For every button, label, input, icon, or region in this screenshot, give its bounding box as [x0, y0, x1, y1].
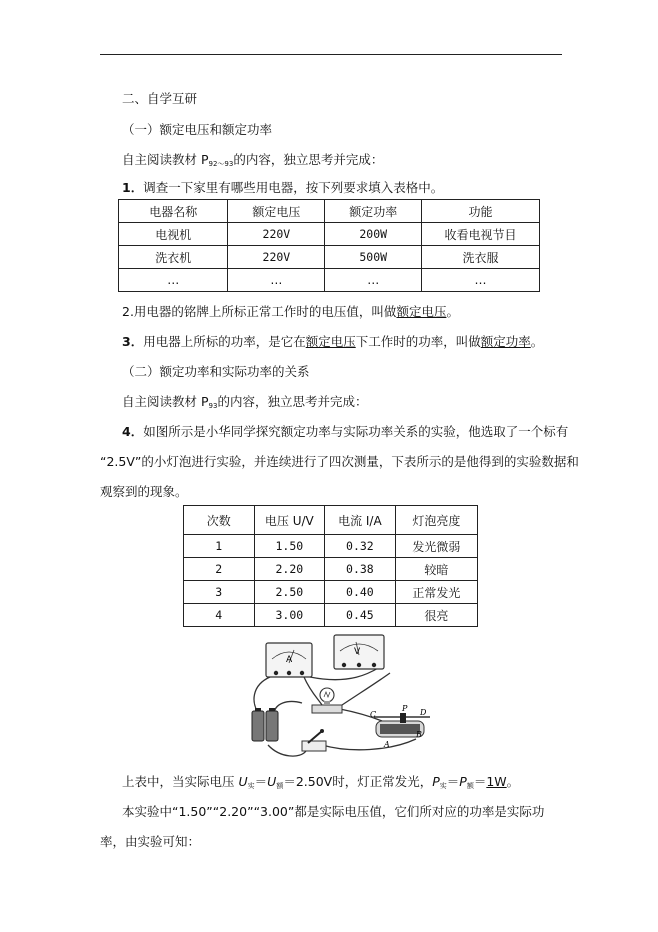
table-header-cell: 额定电压: [228, 200, 325, 223]
table-cell: 2.20: [254, 558, 325, 581]
wire: [322, 739, 416, 750]
ammeter: [266, 643, 312, 677]
label-p: P: [402, 704, 408, 713]
answer-blank: 额定电压: [305, 334, 356, 349]
voltmeter: [334, 635, 384, 669]
table-cell: 3: [184, 581, 255, 604]
table-row: [184, 604, 478, 627]
table-header-cell: 电器名称: [119, 200, 228, 223]
label-a: A: [384, 740, 390, 749]
table-cell: 0.32: [325, 535, 396, 558]
conclusion-line-1: 本实验中“1.50”“2.20”“3.00”都是实际电压值，它们所对应的功率是实际功: [122, 804, 545, 819]
table-cell: 洗衣服: [422, 246, 540, 269]
table-cell: 发光微弱: [395, 535, 477, 558]
table-cell: 1: [184, 535, 255, 558]
table-cell: 2.50: [254, 581, 325, 604]
table-row: [119, 246, 540, 269]
table-cell: 较暗: [395, 558, 477, 581]
table-header-row: [119, 200, 540, 223]
header-rule: [100, 54, 562, 55]
table-cell: 收看电视节目: [422, 223, 540, 246]
table-cell: …: [325, 269, 422, 292]
answer-blank: 额定电压: [396, 304, 447, 319]
table-cell: 2: [184, 558, 255, 581]
label-c: C: [370, 710, 377, 719]
answer-blank: 1W: [486, 774, 507, 789]
battery: [252, 708, 278, 741]
table-cell: 0.45: [325, 604, 396, 627]
table-cell: 0.38: [325, 558, 396, 581]
ammeter-label: A: [286, 655, 293, 665]
table-cell: 1.50: [254, 535, 325, 558]
table-cell: …: [119, 269, 228, 292]
question-1: 1．调查一下家里有哪些用电器，按下列要求填入表格中。: [122, 180, 444, 195]
label-d: D: [420, 708, 427, 717]
table-row: [119, 223, 540, 246]
rheostat: [370, 704, 430, 749]
subsection-relation: （二）额定功率和实际功率的关系: [122, 364, 310, 379]
appliance-table: [118, 199, 540, 292]
question-4-line-3: 观察到的现象。: [100, 484, 188, 499]
subsection-rated: （一）额定电压和额定功率: [122, 122, 273, 137]
question-4-line-2: “2.5V”的小灯泡进行实验，并连续进行了四次测量，下表所示的是他得到的实验数据和: [100, 454, 579, 469]
table-cell: …: [228, 269, 325, 292]
table-cell: 正常发光: [395, 581, 477, 604]
table-header-cell: 功能: [422, 200, 540, 223]
wire: [304, 677, 322, 705]
table-header-cell: 电流 I/A: [325, 506, 396, 535]
table-row: [184, 558, 478, 581]
table-cell: 洗衣机: [119, 246, 228, 269]
voltmeter-label: V: [354, 647, 361, 657]
reading-instruction-1: 自主阅读教材 $P_{92\sim 93}$的内容，独立思考并完成：: [122, 152, 384, 168]
table-cell: 200W: [325, 223, 422, 246]
table-header-cell: 次数: [184, 506, 255, 535]
conclusion-line-2: 率，由实验可知：: [100, 834, 201, 849]
table-header-cell: 额定功率: [325, 200, 422, 223]
table-row: [184, 535, 478, 558]
result-sentence: 上表中，当实际电压 $U_实=U_额=2.50V$时，灯正常发光，$P_实=P_额=1W$。: [122, 774, 520, 790]
table-header-cell: 灯泡亮度: [395, 506, 477, 535]
table-row: [119, 269, 540, 292]
table-cell: 500W: [325, 246, 422, 269]
wire: [268, 745, 306, 756]
table-row: [184, 581, 478, 604]
question-4-line-1: 4．如图所示是小华同学探究额定功率与实际功率关系的实验，他选取了一个标有: [122, 424, 569, 439]
table-cell: 0.40: [325, 581, 396, 604]
label-b: B: [416, 730, 422, 739]
section-title: 二、自学互研: [122, 91, 198, 106]
table-cell: 220V: [228, 223, 325, 246]
circuit-diagram: [240, 633, 440, 765]
question-2: 2.用电器的铭牌上所标正常工作时的电压值，叫做额定电压。: [122, 304, 459, 319]
table-cell: 很亮: [395, 604, 477, 627]
answer-blank: 额定功率: [480, 334, 531, 349]
table-cell: 220V: [228, 246, 325, 269]
table-cell: 电视机: [119, 223, 228, 246]
table-cell: 3.00: [254, 604, 325, 627]
table-header-cell: 电压 U/V: [254, 506, 325, 535]
table-cell: 4: [184, 604, 255, 627]
question-3: 3．用电器上所标的功率，是它在额定电压下工作时的功率，叫做额定功率。: [122, 334, 544, 349]
experiment-data-table: [183, 505, 478, 627]
light-bulb: [312, 688, 342, 713]
switch: [302, 729, 326, 751]
table-cell: …: [422, 269, 540, 292]
wire: [336, 673, 390, 709]
reading-instruction-2: 自主阅读教材 $P_{93}$的内容，独立思考并完成：: [122, 394, 368, 410]
table-header-row: [184, 506, 478, 535]
